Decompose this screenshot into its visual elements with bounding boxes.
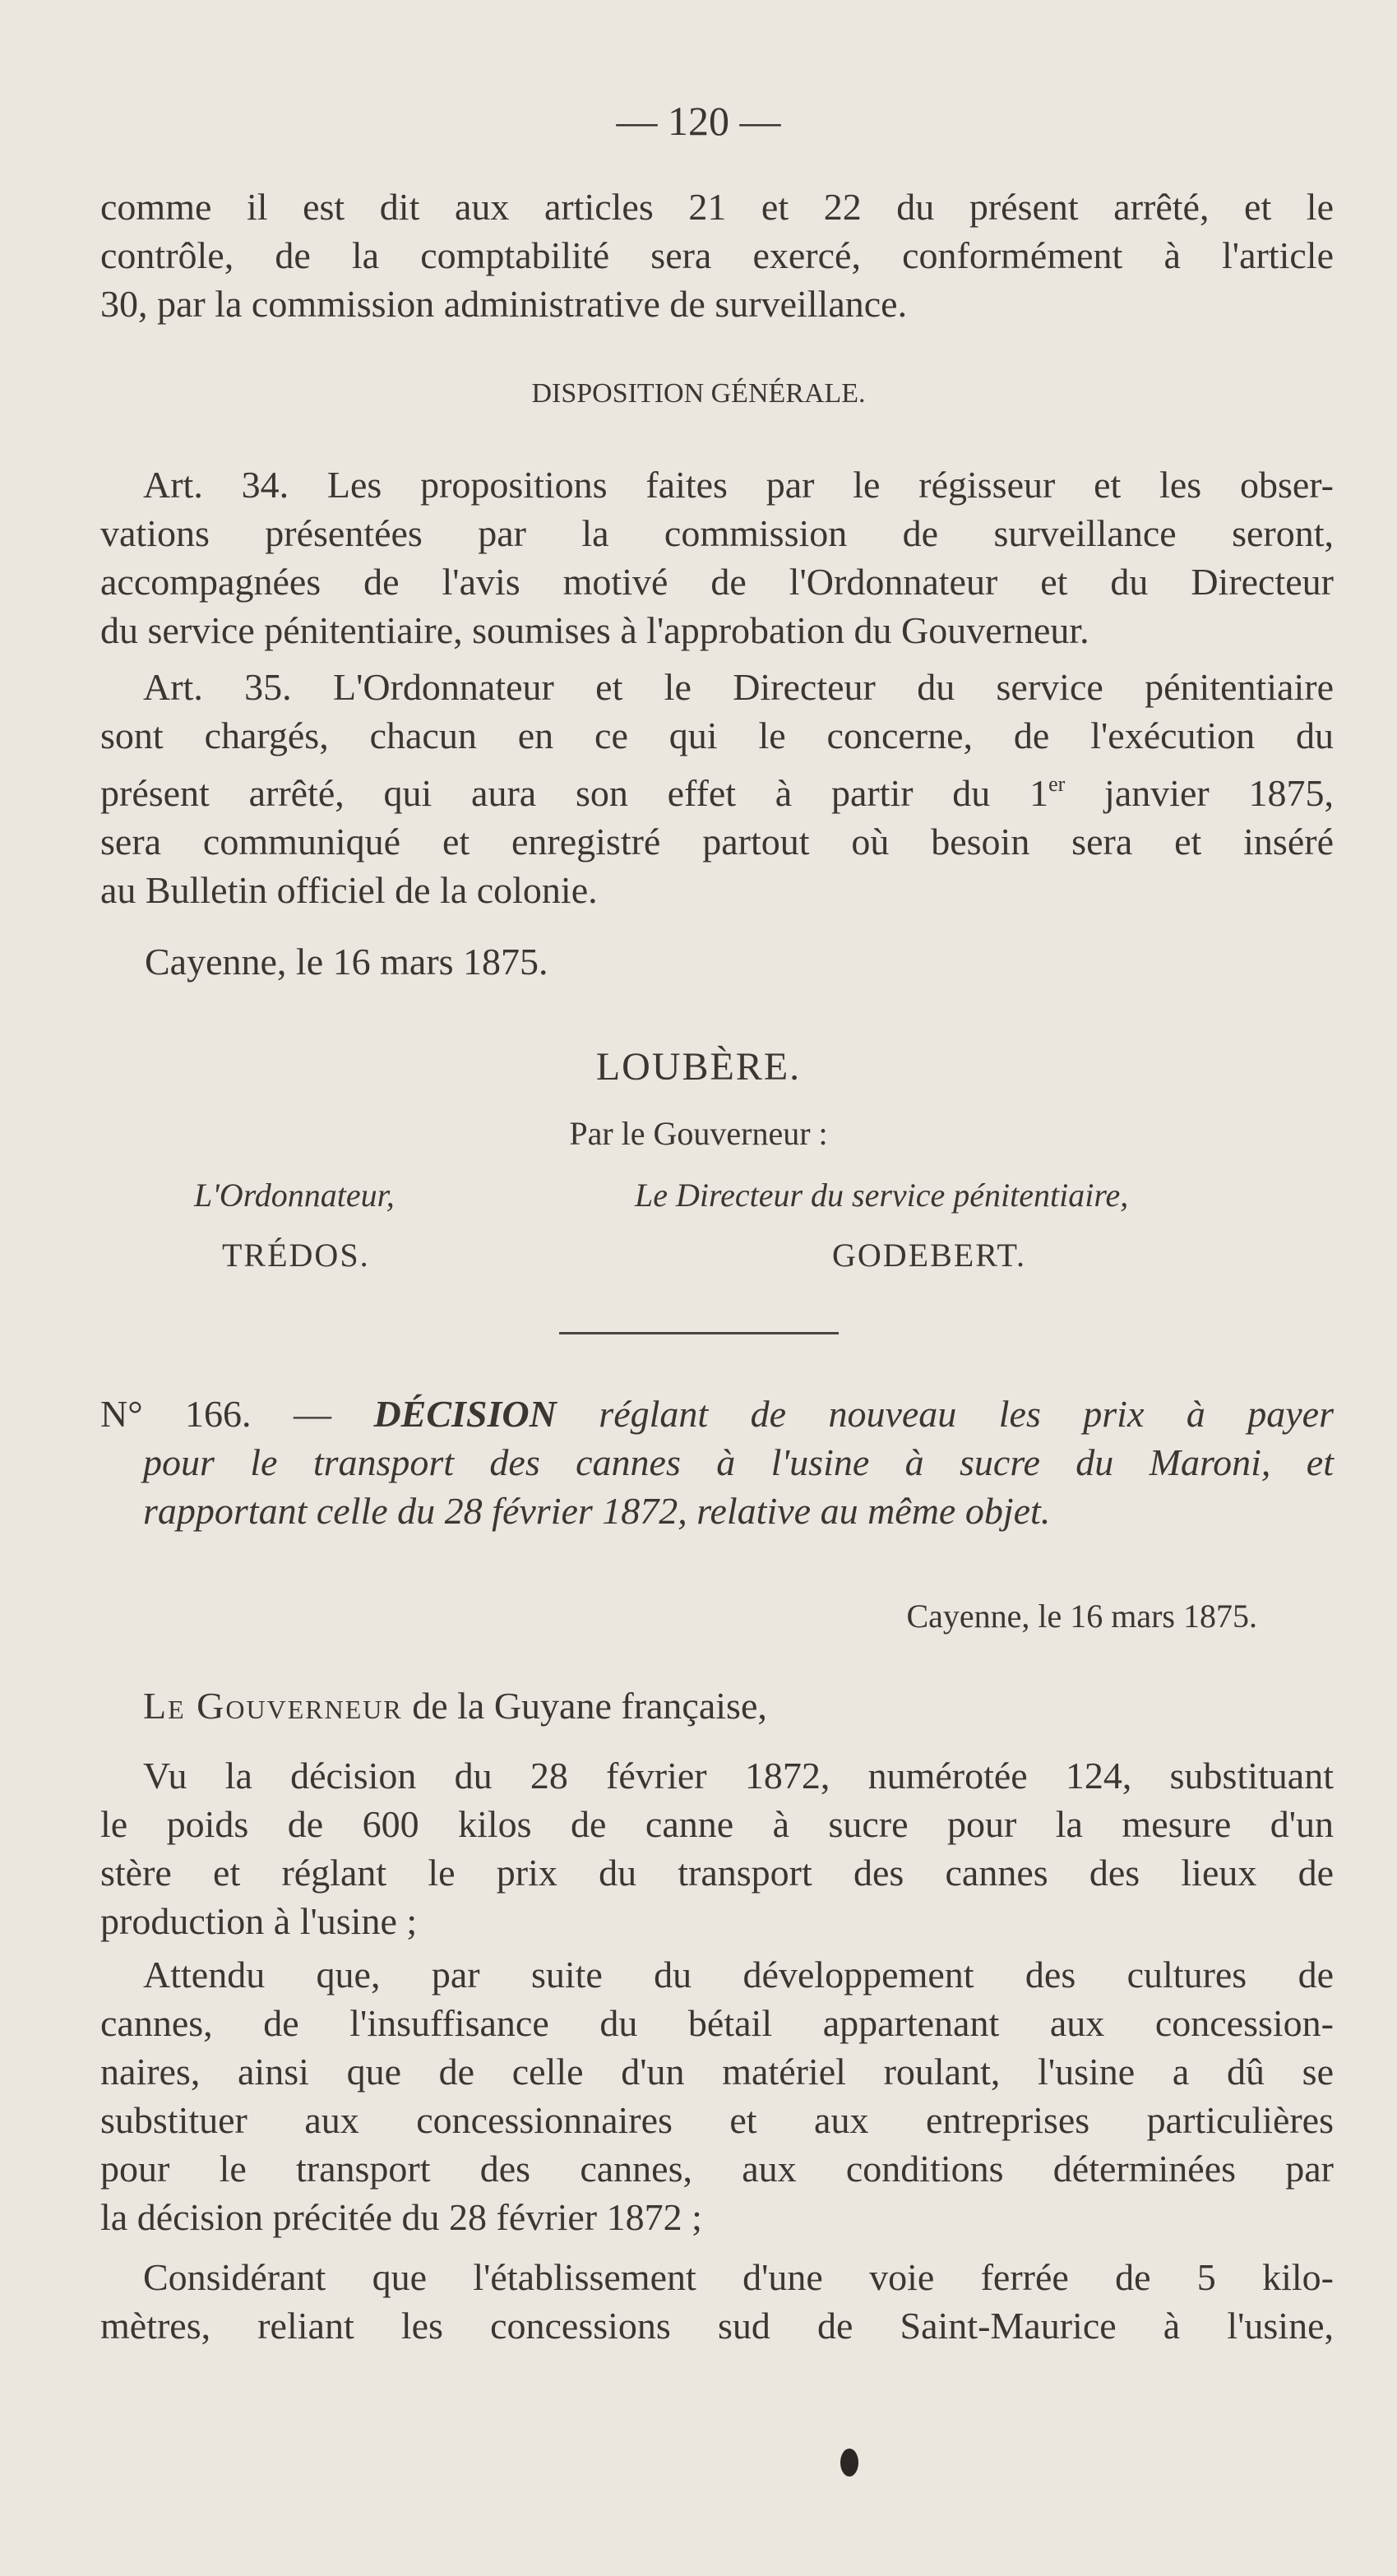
text-line: contrôle, de la comptabilité sera exercé, conformément à l'article [100,234,1334,276]
text-fragment: présent arrêté, qui aura son effet à partir du 1 [100,772,1049,814]
text-line [100,1390,1334,1438]
text-line: le poids de 600 kilos de canne à sucre pour la mesure d'un [100,1803,1334,1845]
governor-line [100,1681,1334,1730]
date-line [145,937,885,986]
paragraph-considerant [100,2253,1334,2350]
text-fragment: N° 166. — [100,1393,374,1435]
text-fragment: de la Guyane française, [402,1685,767,1727]
text-line: sont chargés, chacun en ce qui le concerne, de l'exécution du [100,715,1334,756]
text-line: Considérant que l'établissement d'une voie ferrée de 5 kilo- [143,2256,1334,2298]
text-fragment-smallcaps: Le Gouverneur [143,1685,403,1727]
article-35 [100,663,1334,914]
text-line: Attendu que, par suite du développement des cultures de [143,1954,1334,1996]
decision-date: Cayenne, le 16 mars 1875. [906,1598,1257,1635]
directeur-title: Le Directeur du service pénitentiaire, [635,1177,1129,1214]
text-line: 30, par la commission administrative de surveillance. [100,283,908,325]
text-line: cannes, de l'insuffisance du bétail appartenant aux concession- [100,2002,1334,2044]
text-line: naires, ainsi que de celle d'un matériel roulant, l'usine a dû se [100,2051,1334,2093]
text-line: production à l'usine ; [100,1900,418,1942]
by-governor: Par le Gouverneur : [569,1115,828,1152]
ordonnateur-name: TRÉDOS. [222,1237,370,1274]
text-line: sera communiqué et enregistré partout où besoin sera et inséré [100,821,1334,863]
article-34 [100,460,1334,654]
ink-blot [840,2449,858,2477]
text-line: Art. 35. L'Ordonnateur et le Directeur du service pénitentiaire [143,666,1334,708]
page-number: — 120 — [616,98,781,144]
text-line: comme il est dit aux articles 21 et 22 du présent arrêté, et le [100,186,1334,228]
text-line: la décision précitée du 28 février 1872 ; [100,2196,702,2238]
text-line: pour le transport des cannes à l'usine à sucre du Maroni, et [143,1441,1334,1483]
decision-header [100,1390,1334,1535]
text-line: substituer aux concessionnaires et aux entreprises particulières [100,2099,1334,2141]
text-line [100,760,1334,817]
paragraph-attendu [100,1950,1334,2241]
text-line: mètres, reliant les concessions sud de Saint-Maurice à l'usine, [100,2305,1334,2347]
text-line: rapportant celle du 28 février 1872, relative au même objet. [143,1490,1051,1532]
text-line: accompagnées de l'avis motivé de l'Ordonnateur et du Directeur [100,561,1334,603]
paragraph-intro [100,183,1334,328]
paragraph-vu [100,1751,1334,1945]
ordonnateur-title: L'Ordonnateur, [194,1177,395,1214]
text-line: vations présentées par la commission de surveillance seront, [100,512,1334,554]
text-line: Art. 34. Les propositions faites par le régisseur et les obser- [143,464,1334,506]
text-fragment-bold: DÉCISION [373,1393,557,1435]
text-line: stère et réglant le prix du transport des cannes des lieux de [100,1852,1334,1894]
separator-rule [559,1332,839,1334]
text-line: Vu la décision du 28 février 1872, numérotée 124, substituant [143,1755,1334,1797]
superscript: er [1048,772,1066,796]
section-heading-text: DISPOSITION GÉNÉRALE. [531,378,866,409]
date-text: Cayenne, le 16 mars 1875. [145,941,548,983]
section-heading [0,378,1397,409]
signatory: LOUBÈRE. [595,1045,802,1089]
text-line: pour le transport des cannes, aux conditions déterminées par [100,2148,1334,2190]
text-fragment: réglant de nouveau les prix à payer [556,1393,1334,1435]
directeur-name: GODEBERT. [832,1237,1026,1274]
text-line: au Bulletin officiel de la colonie. [100,869,598,911]
text-line: du service pénitentiaire, soumises à l'approbation du Gouverneur. [100,609,1089,651]
text-fragment: janvier 1875, [1065,772,1334,814]
text-line [100,1681,1334,1730]
